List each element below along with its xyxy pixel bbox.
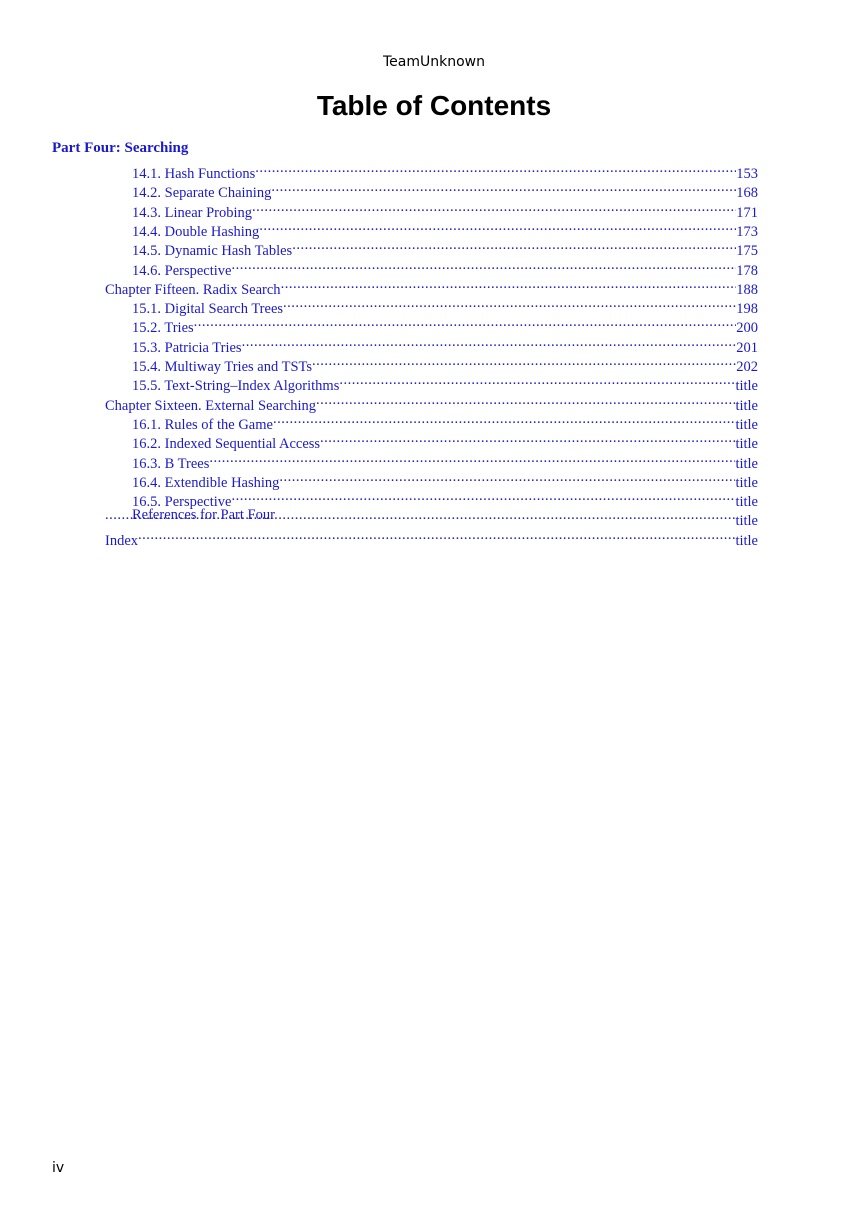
toc-entry-label: 16.1. Rules of the Game (132, 416, 273, 433)
toc-entry[interactable] (132, 352, 758, 375)
toc-entry-label: Chapter Fifteen. Radix Search (105, 281, 281, 298)
toc-entry[interactable] (105, 275, 758, 298)
toc-entry-label: References for Part Four (132, 507, 275, 524)
toc-entry-page: title (735, 474, 758, 491)
toc-part-heading[interactable]: Part Four: Searching (52, 140, 189, 156)
toc-leader (252, 198, 736, 217)
page-title: Table of Contents (316, 90, 552, 121)
toc-entry-page: 201 (736, 339, 758, 356)
toc-leader (281, 275, 737, 294)
toc-entry-page: 168 (736, 185, 758, 202)
toc-leader (209, 449, 735, 468)
toc-entry[interactable] (132, 256, 758, 279)
toc-entry-page: title (735, 513, 758, 530)
toc-entry-page: title (735, 436, 758, 453)
toc-entry-label: 14.6. Perspective (132, 262, 232, 279)
toc-leader (255, 159, 736, 178)
toc-entry-label: 14.2. Separate Chaining (132, 185, 272, 202)
toc-entry-page: title (735, 416, 758, 433)
toc-entry-index[interactable] (105, 526, 758, 549)
toc-entry-label: 16.2. Indexed Sequential Access (132, 436, 321, 453)
toc-entry[interactable] (132, 178, 758, 202)
toc-leader (194, 313, 737, 332)
toc-entry-label: 14.4. Double Hashing (132, 223, 260, 240)
page-header: TeamUnknown (383, 54, 485, 70)
toc-leader (231, 487, 735, 506)
toc-entry-page: 200 (736, 320, 758, 337)
toc-leader (339, 371, 735, 390)
toc-entry[interactable] (132, 294, 758, 318)
toc-entry-label: 15.2. Tries (132, 320, 194, 337)
toc-entry-page: 173 (736, 223, 758, 240)
toc-entry-page: 178 (736, 262, 758, 279)
toc-entry-page: title (735, 397, 758, 414)
toc-entry-label: 14.1. Hash Functions (132, 166, 256, 182)
toc-entry[interactable] (132, 468, 758, 491)
toc-leader (273, 410, 735, 429)
toc-leader (231, 256, 736, 275)
toc-entry[interactable] (105, 391, 758, 414)
toc-entry[interactable] (132, 371, 758, 395)
toc-entry-label: 16.4. Extendible Hashing (132, 474, 280, 491)
toc-entry-label: 14.3. Linear Probing (132, 204, 253, 221)
toc-entry-label: 15.3. Patricia Tries (132, 339, 242, 356)
toc-entry-label: 15.4. Multiway Tries and TSTs (132, 359, 312, 375)
toc-entry[interactable] (132, 217, 758, 240)
toc-entry[interactable] (132, 313, 758, 337)
toc-entry-label: 15.5. Text-String–Index Algorithms (132, 378, 340, 395)
toc-entry[interactable] (132, 333, 758, 356)
toc-leader (292, 236, 736, 255)
toc-entry-page: 171 (736, 204, 758, 221)
toc-entry-label: 16.5. Perspective (132, 494, 232, 511)
toc-leader (320, 429, 735, 448)
toc-leader (271, 178, 736, 197)
toc-leader (138, 526, 735, 545)
toc-leader (279, 468, 735, 487)
toc-entry-page: title (735, 455, 758, 472)
toc-leader (242, 333, 737, 352)
toc-leader (259, 217, 736, 236)
toc-leader (316, 391, 735, 410)
toc-entry-page: 153 (736, 166, 758, 182)
toc-entry[interactable] (132, 429, 758, 453)
toc-entry-page: title (735, 532, 758, 549)
toc-entry[interactable] (132, 198, 758, 221)
toc-entry-page: 175 (736, 243, 758, 260)
toc-leader (312, 352, 736, 371)
toc-entry-page: title (735, 378, 758, 395)
toc-entry[interactable] (132, 159, 758, 182)
toc-entry[interactable] (132, 410, 758, 433)
toc-entry-page: 202 (736, 359, 758, 375)
toc-entry-label: 15.1. Digital Search Trees (132, 301, 284, 318)
toc-entry[interactable] (132, 236, 758, 260)
toc-entry-page: 188 (736, 281, 758, 298)
toc-entry[interactable] (132, 449, 758, 472)
page-number: iv (52, 1160, 65, 1176)
toc-entry[interactable] (132, 487, 758, 511)
toc-entry-page: 198 (736, 301, 758, 318)
toc-leader (283, 294, 736, 313)
toc-entry-label: 16.3. B Trees (132, 455, 210, 472)
toc-entry-label: 14.5. Dynamic Hash Tables (132, 243, 293, 260)
toc-entry-label: Chapter Sixteen. External Searching (105, 397, 316, 414)
toc-entry-references[interactable] (105, 506, 758, 530)
toc-entry-page: title (735, 494, 758, 511)
toc-entry-label: Index (105, 532, 139, 549)
